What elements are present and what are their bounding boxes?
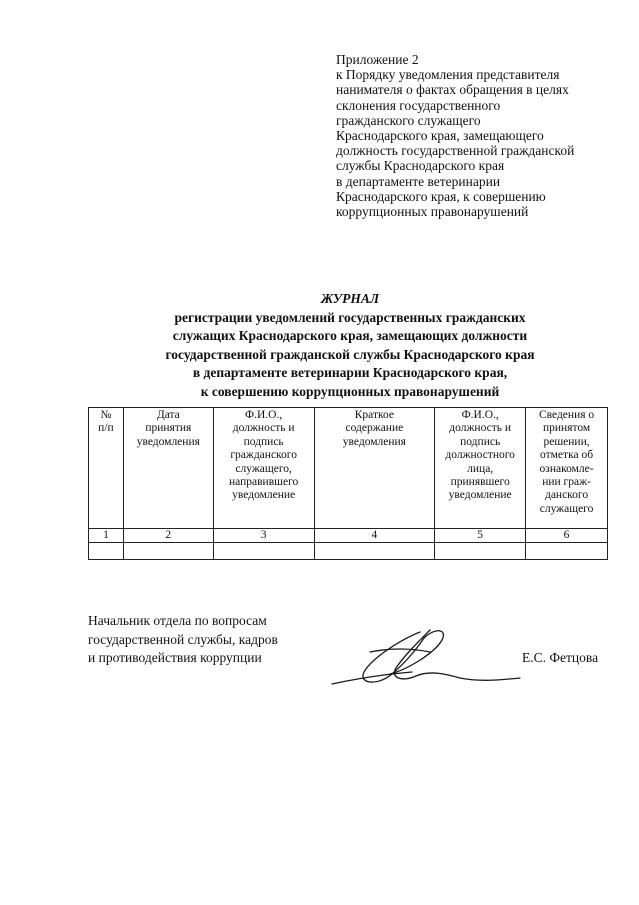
header-line: направившего — [229, 476, 299, 489]
header-line: п/п — [98, 422, 114, 435]
header-line: принявшего — [450, 476, 510, 489]
position-line: Начальник отдела по вопросам — [88, 613, 267, 628]
header-cell-number — [89, 408, 124, 529]
handwritten-signature — [330, 622, 530, 694]
journal-subtitle-line: служащих Краснодарского края, замещающих должности — [172, 328, 528, 344]
header-line: уведомления — [342, 435, 406, 448]
header-cell-sender — [213, 408, 314, 529]
column-number: 5 — [435, 529, 526, 543]
table-cell — [123, 543, 213, 560]
appendix-line: Краснодарского края, к совершению — [336, 188, 546, 204]
header-line: подпись — [243, 435, 284, 448]
header-line: Краткое — [354, 409, 395, 421]
appendix-line: Краснодарского края, замещающего — [336, 128, 544, 144]
header-line: Ф.И.О., — [461, 409, 499, 421]
header-line: принятом — [542, 422, 591, 435]
journal-title — [60, 290, 639, 402]
journal-subtitle-line: регистрации уведомлений государственных гражданских — [174, 309, 526, 325]
header-line: уведомление — [448, 489, 512, 502]
column-number: 6 — [526, 529, 608, 543]
header-cell-decision — [526, 408, 608, 529]
appendix-line: коррупционных правонарушений — [336, 204, 529, 220]
table-cell — [526, 543, 608, 560]
header-line: должностного — [445, 449, 515, 462]
journal-subtitle-line: к совершению коррупционных правонарушений — [200, 383, 500, 399]
column-number: 1 — [89, 529, 124, 543]
table-header-row — [89, 408, 608, 529]
header-line: Сведения о — [538, 409, 595, 421]
column-number: 3 — [213, 529, 314, 543]
appendix-line: склонения государственного — [336, 97, 501, 113]
header-line: должность и — [232, 422, 295, 435]
appendix-line: нанимателя о фактах обращения в целях — [336, 82, 569, 98]
journal-subtitle-line: государственной гражданской службы Краснодарского края — [165, 346, 535, 362]
column-number: 2 — [123, 529, 213, 543]
header-line: гражданского — [230, 449, 297, 462]
header-line: Дата — [156, 409, 180, 421]
position-line: и противодействия коррупции — [88, 650, 262, 665]
header-line: лица, — [467, 462, 494, 475]
header-line: нии граж- — [542, 476, 591, 489]
header-line: содержание — [345, 422, 404, 435]
header-line: служащего — [539, 502, 594, 515]
position-line: государственной службы, кадров — [88, 631, 278, 647]
table-cell — [213, 543, 314, 560]
table-row — [89, 543, 608, 560]
table-number-row — [89, 529, 608, 543]
appendix-line: Приложение 2 — [336, 52, 419, 67]
header-cell-date — [123, 408, 213, 529]
table-cell — [435, 543, 526, 560]
appendix-line: к Порядку уведомления представителя — [336, 67, 560, 83]
header-line: отметка об — [540, 449, 594, 462]
header-line: ознакомле- — [539, 462, 594, 475]
appendix-line: службы Краснодарского края — [336, 158, 505, 174]
table-cell — [89, 543, 124, 560]
header-line: Ф.И.О., — [245, 409, 283, 421]
journal-subtitle-line: в департаменте ветеринарии Краснодарского края, — [192, 365, 508, 381]
header-line: № — [100, 409, 112, 421]
appendix-block — [336, 52, 631, 219]
header-line: уведомления — [136, 435, 200, 448]
appendix-line: должность государственной гражданской — [336, 143, 575, 159]
journal-heading: ЖУРНАЛ — [320, 291, 380, 306]
header-line: подпись — [460, 435, 501, 448]
appendix-line: в департаменте ветеринарии — [336, 173, 501, 189]
signature-position — [88, 612, 348, 668]
header-line: данского — [544, 489, 589, 502]
appendix-line: гражданского служащего — [336, 112, 481, 128]
table-cell — [314, 543, 435, 560]
header-cell-summary — [314, 408, 435, 529]
header-line: служащего, — [235, 462, 292, 475]
header-line: принятия — [145, 422, 192, 435]
signer-name: Е.С. Фетцова — [522, 650, 599, 665]
header-cell-receiver — [435, 408, 526, 529]
header-line: должность и — [449, 422, 512, 435]
header-line: уведомление — [232, 489, 296, 502]
column-number: 4 — [314, 529, 435, 543]
header-line: решении, — [543, 435, 590, 448]
journal-table — [88, 407, 608, 560]
